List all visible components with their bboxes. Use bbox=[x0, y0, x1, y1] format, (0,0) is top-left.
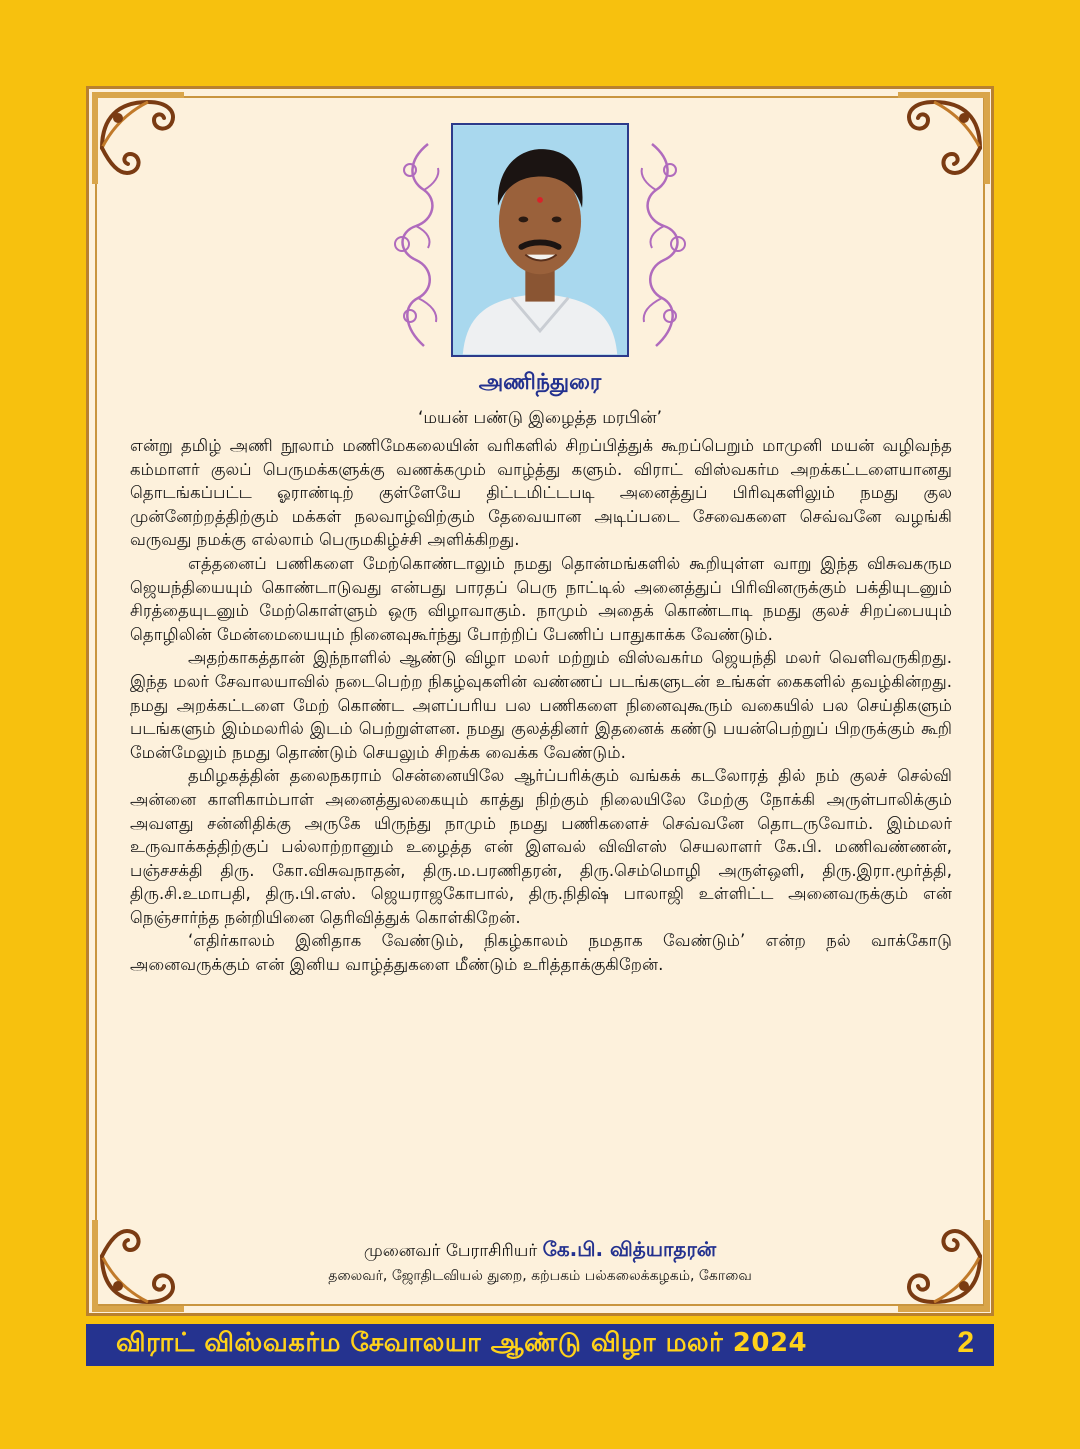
paragraph: ‘எதிர்காலம் இனிதாக வேண்டும், நிகழ்காலம் நமதாக வேண்டும்’ என்ற நல் வாக்கோடு அனைவருக்கும் என் இனிய வாழ்த்துகளை மீண்டும் உரித்தாக்குகிறேன். bbox=[130, 931, 952, 975]
corner-ornament-icon bbox=[894, 1216, 994, 1316]
corner-ornament-icon bbox=[88, 88, 188, 188]
page-number: 2 bbox=[957, 1326, 974, 1359]
paragraph: தமிழகத்தின் தலைநகராம் சென்னையிலே ஆர்ப்பரிக்கும் வங்கக் கடலோரத் தில் நம் குலச் செல்வி அன்னை காளிகாம்பாள் அனைத்துலகையும் காத்து நிற்கும் நிலையிலே மேற்கு நோக்கி அருள்பாலிக்கும் அவளது சன்னிதிக்கு அருகே யிருந்து நாமும் நமது பணிகளைச் செவ்வனே தொடருவோம். இம்மலர் உருவாக்கத்திற்குப் பல்லாற்றானும் உழைத்த என் இளவல் விவிஎஸ் செயலாளர் கே.பி. மணிவண்ணன், பஞ்சசக்தி திரு. கோ.விசுவநாதன், திரு.ம.பரணிதரன், திரு.செம்மொழி அருள்ஒளி, திரு.இரா.மூர்த்தி, திரு.சி.உமாபதி, திரு.பி.எஸ். ஜெயராஜகோபால், திரு.நிதிஷ் பாலாஜி உள்ளிட்ட அனைவருக்கும் என் நெஞ்சார்ந்த நன்றியினை தெரிவித்துக் கொள்கிறேன். bbox=[130, 766, 952, 927]
opening-quote: ‘மயன் பண்டு இழைத்த மரபின்’ bbox=[417, 408, 663, 428]
floral-flourish-icon bbox=[636, 140, 692, 350]
page-title: அணிந்துரை bbox=[478, 370, 602, 395]
signature-line bbox=[0, 1237, 1080, 1264]
author-portrait-photo bbox=[451, 123, 629, 357]
signature-name: கே.பி. வித்யாதரன் bbox=[542, 1237, 717, 1261]
footer-bar bbox=[86, 1324, 994, 1366]
message-body bbox=[130, 434, 952, 977]
signature-prefix: முனைவர் பேராசிரியர் bbox=[363, 1241, 538, 1261]
paragraph: என்று தமிழ் அணி நூலாம் மணிமேகலையின் வரிகளில் சிறப்பித்துக் கூறப்பெறும் மாமுனி மயன் வழிவந்த கம்மாளர் குலப் பெருமக்களுக்கு வணக்கமும் வாழ்த்து களும். விராட் விஸ்வகர்ம அறக்கட்டளையானது தொடங்கப்பட்ட ஓராண்டிற் குள்ளேயே திட்டமிட்டபடி அனைத்துப் பிரிவுகளிலும் நமது குல முன்னேற்றத்திற்கும் மக்கள் நலவாழ்விற்கும் தேவையான அடிப்படை சேவைகளை செவ்வனே வழங்கி வருவது நமக்கு எல்லாம் பெருமகிழ்ச்சி அளிக்கிறது. bbox=[130, 436, 952, 550]
corner-ornament-icon bbox=[88, 1216, 188, 1316]
paragraph: அதற்காகத்தான் இந்நாளில் ஆண்டு விழா மலர் மற்றும் விஸ்வகர்ம ஜெயந்தி மலர் வெளிவருகிறது. இந்த மலர் சேவாலயாவில் நடைபெற்ற நிகழ்வுகளின் வண்ணப் படங்களுடன் உங்கள் கைகளில் தவழ்கின்றது. நமது அறக்கட்டளை மேற் கொண்ட அளப்பரிய பல பணிகளை நினைவுகூரும் வகையில் பல செய்திகளும் படங்களும் இம்மலரில் இடம் பெற்றுள்ளன. நமது குலத்தினர் இதனைக் கண்டு பயன்பெற்றுப் பிறருக்கும் கூறி மேன்மேலும் நமது தொண்டும் செயலும் சிறக்க வைக்க வேண்டும். bbox=[130, 648, 952, 762]
corner-ornament-icon bbox=[894, 88, 994, 188]
floral-flourish-icon bbox=[388, 140, 444, 350]
footer-title: விராட் விஸ்வகர்ம சேவாலயா ஆண்டு விழா மலர் 2024 bbox=[116, 1328, 808, 1358]
signature-designation: தலைவர், ஜோதிடவியல் துறை, கற்பகம் பல்கலைக்கழகம், கோவை bbox=[328, 1268, 752, 1284]
paragraph: எத்தனைப் பணிகளை மேற்கொண்டாலும் நமது தொன்மங்களில் கூறியுள்ள வாறு இந்த விசுவகரும ஜெயந்தியையும் கொண்டாடுவது என்பது பாரதப் பெரு நாட்டில் அனைத்துப் பிரிவினருக்கும் பக்தியுடனும் சிரத்தையுடனும் மேற்கொள்ளும் ஒரு விழாவாகும். நாமும் அதைக் கொண்டாடி நமது குலச் சிறப்பையும் தொழிலின் மேன்மையையும் நினைவுகூர்ந்து போற்றிப் பேணிப் பாதுகாக்க வேண்டும். bbox=[130, 553, 952, 644]
